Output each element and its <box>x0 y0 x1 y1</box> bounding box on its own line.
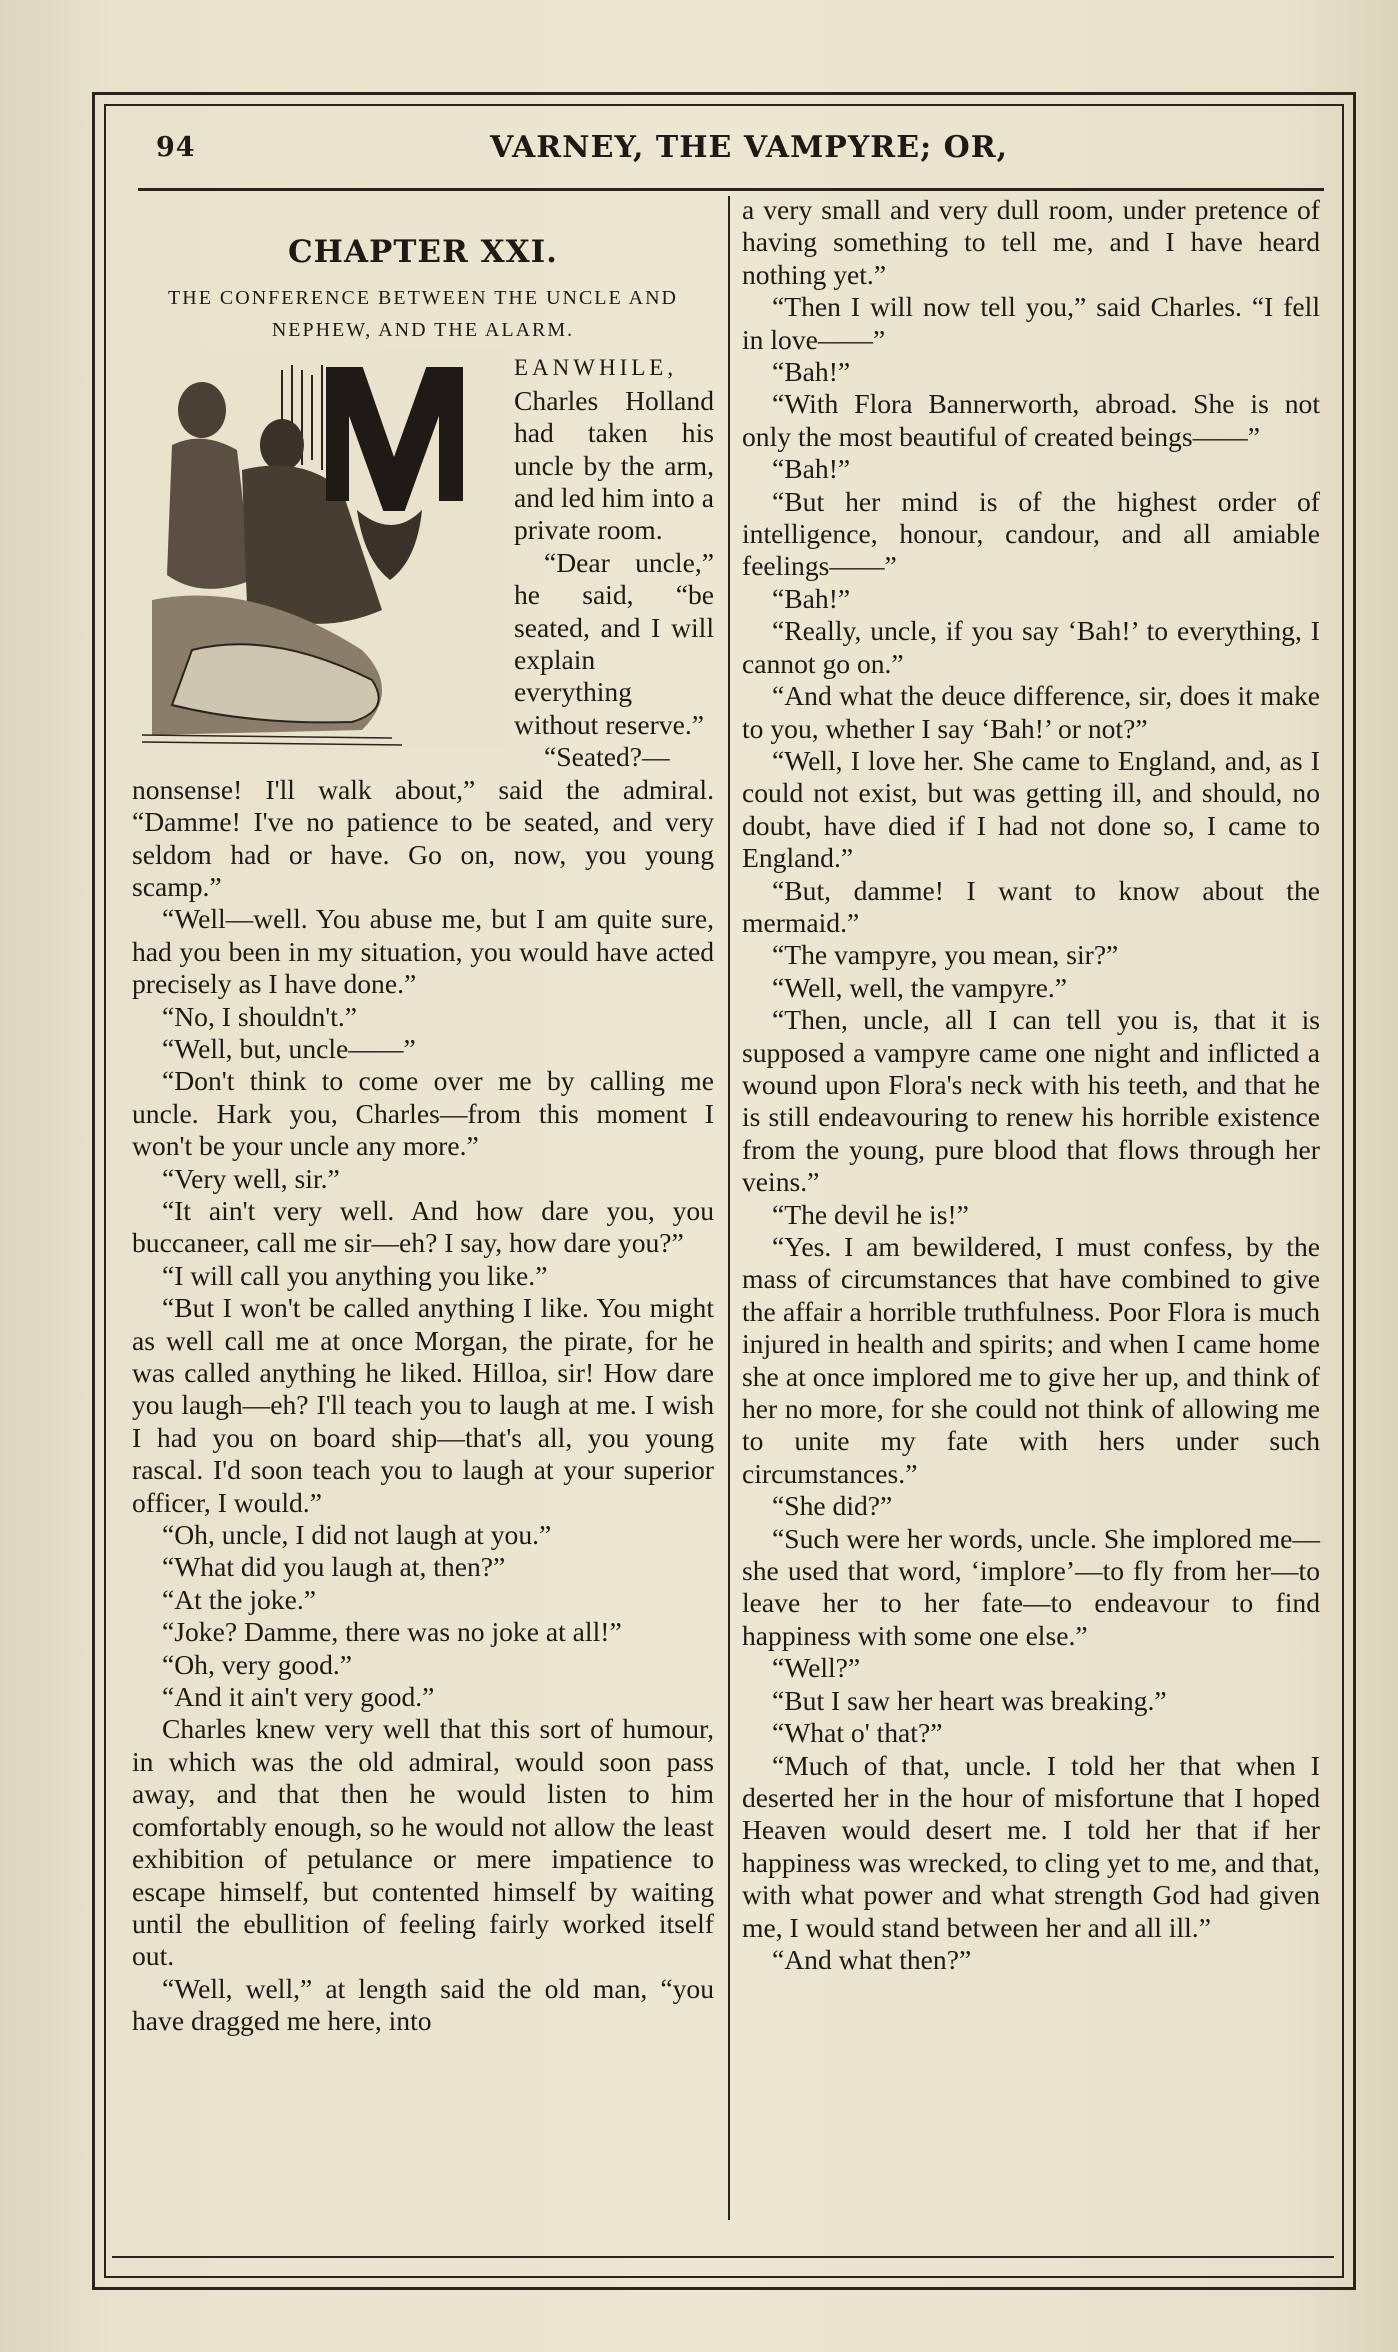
paragraph: “The vampyre, you mean, sir?” <box>772 939 1119 971</box>
column-divider <box>728 196 730 2220</box>
paragraph-continuation: a very small and very dull room, under pretence of having something to tell me, and I have heard nothing yet.” <box>742 194 1320 290</box>
paragraph: “But her mind is of the highest order of intelligence, honour, candour, and all amiable feelings——” <box>742 485 1320 582</box>
paragraph: “Well, I love her. She came to England, and, as I could not exist, but was getting ill, and should, no doubt, have died if I had not done so, I came to England.” <box>742 744 1320 874</box>
paragraph: “Well?” <box>772 1652 861 1684</box>
opening-words: EANWHILE, <box>514 355 678 381</box>
opening-sentence: Charles Holland had taken his uncle by the arm, and led him into a private room. <box>514 384 714 546</box>
paragraph: “What did you laugh at, then?” <box>162 1551 506 1583</box>
paragraph: “Bah!” <box>772 453 851 485</box>
paragraph: “Seated?—nonsense! I'll walk about,” said the admiral. “Damme! I've no patience to be seated, and very seldom had or have. Go on, now, you young scamp.” <box>132 741 714 902</box>
paragraph: “No, I shouldn't.” <box>162 1000 358 1032</box>
paragraph: “With Flora Bannerworth, abroad. She is not only the most beautiful of created beings——” <box>742 388 1320 452</box>
paragraph: “Then I will now tell you,” said Charles. “I fell in love——” <box>742 291 1320 355</box>
paragraph: “Very well, sir.” <box>162 1162 340 1194</box>
paragraph: “Yes. I am bewildered, I must confess, by the mass of circumstances that have combined to give the affair a horrible truthfulness. Poor Flora is much injured in health and spirits; and when I came home she at once implored me to give her up, and think of her no more, for she could not think of allowing me to unite my fate with hers under such circumstances.” <box>742 1231 1320 1489</box>
paragraph: “She did?” <box>772 1490 893 1522</box>
chapter-title: CHAPTER XXI. <box>288 234 558 270</box>
paragraph: “Dear uncle,” he said, “be seated, and I will explain everything without reserve.” <box>514 546 714 740</box>
paragraph: “But, damme! I want to know about the mermaid.” <box>742 874 1320 938</box>
paragraph: Charles knew very well that this sort of humour, in which was the old admiral, would soon pass away, and that then he would listen to him comfortably enough, so he would not allow the least exhibition of petulance or mere impatience to escape himself, but contented himself by waiting until the ebullition of feeling fairly worked itself out. <box>132 1713 714 1972</box>
paragraph: “Much of that, uncle. I told her that when I deserted her in the hour of misfortune that I hoped Heaven would desert me. I told her that if her happiness was wrecked, to cling yet to me, and that, with what power and what strength God had given me, I would stand between her and all ill.” <box>742 1749 1320 1943</box>
paragraph: “But I won't be called anything I like. You might as well call me at once Morgan, the pirate, for he was called anything he liked. Hilloa, sir! How dare you laugh—eh? I'll teach you to laugh at me. I wish I had you on board ship—that's all, you young rascal. I'd soon teach you to laugh at your superior officer, I would.” <box>132 1292 714 1518</box>
drop-cap-illustration <box>132 350 504 750</box>
paragraph: “The devil he is!” <box>772 1198 969 1230</box>
paragraph: “Bah!” <box>772 582 851 614</box>
header-rule <box>138 188 1324 191</box>
right-column <box>742 194 1320 1976</box>
paragraph: “And what then?” <box>772 1943 972 1975</box>
paragraph: “Bah!” <box>772 356 851 388</box>
paragraph: “I will call you anything you like.” <box>162 1259 548 1291</box>
engraving-figures-with-drop-cap-m <box>132 350 504 750</box>
paragraph: “Well, well,” at length said the old man, “you have dragged me here, into <box>132 1972 714 2037</box>
paragraph: “Well, well, the vampyre.” <box>772 971 1068 1003</box>
paragraph: “It ain't very well. And how dare you, you buccaneer, call me sir—eh? I say, how dare you?” <box>132 1194 714 1259</box>
footer-rule <box>112 2256 1334 2258</box>
paragraph: “Oh, uncle, I did not laugh at you.” <box>162 1519 552 1551</box>
running-head <box>140 128 1320 172</box>
paragraph: “And it ain't very good.” <box>162 1681 435 1713</box>
chapter-subtitle: THE CONFERENCE BETWEEN THE UNCLE AND NEPHEW, AND THE ALARM. <box>168 287 678 342</box>
left-column <box>132 194 714 2038</box>
paragraph: “Well, but, uncle——” <box>162 1032 416 1064</box>
running-title: VARNEY, THE VAMPYRE; OR, <box>490 130 1009 165</box>
paragraph: “At the joke.” <box>162 1583 317 1615</box>
paragraph: “Joke? Damme, there was no joke at all!” <box>162 1616 622 1648</box>
paragraph: “Really, uncle, if you say ‘Bah!’ to everything, I cannot go on.” <box>742 615 1320 679</box>
paragraph: “But I saw her heart was breaking.” <box>772 1684 1167 1716</box>
paragraph: “Well—well. You abuse me, but I am quite sure, had you been in my situation, you would have acted precisely as I have done.” <box>132 903 714 1000</box>
page-number: 94 <box>156 132 196 163</box>
paragraph: “Oh, very good.” <box>162 1648 353 1680</box>
paragraph: “Then, uncle, all I can tell you is, that it is supposed a vampyre came one night and inflicted a wound upon Flora's neck with his teeth, and that he is still endeavouring to renew his horrible existence from the young, pure blood that flows through her veins.” <box>742 1004 1320 1198</box>
paragraph: “What o' that?” <box>772 1717 943 1749</box>
paragraph: “Don't think to come over me by calling me uncle. Hark you, Charles—from this moment I won't be your uncle any more.” <box>132 1065 714 1162</box>
paragraph: “Such were her words, uncle. She implored me—she used that word, ‘implore’—to fly from her—to leave her to her fate—to endeavour to find happiness with some one else.” <box>742 1522 1320 1651</box>
paragraph: “And what the deuce difference, sir, does it make to you, whether I say ‘Bah!’ or not?” <box>742 680 1320 744</box>
